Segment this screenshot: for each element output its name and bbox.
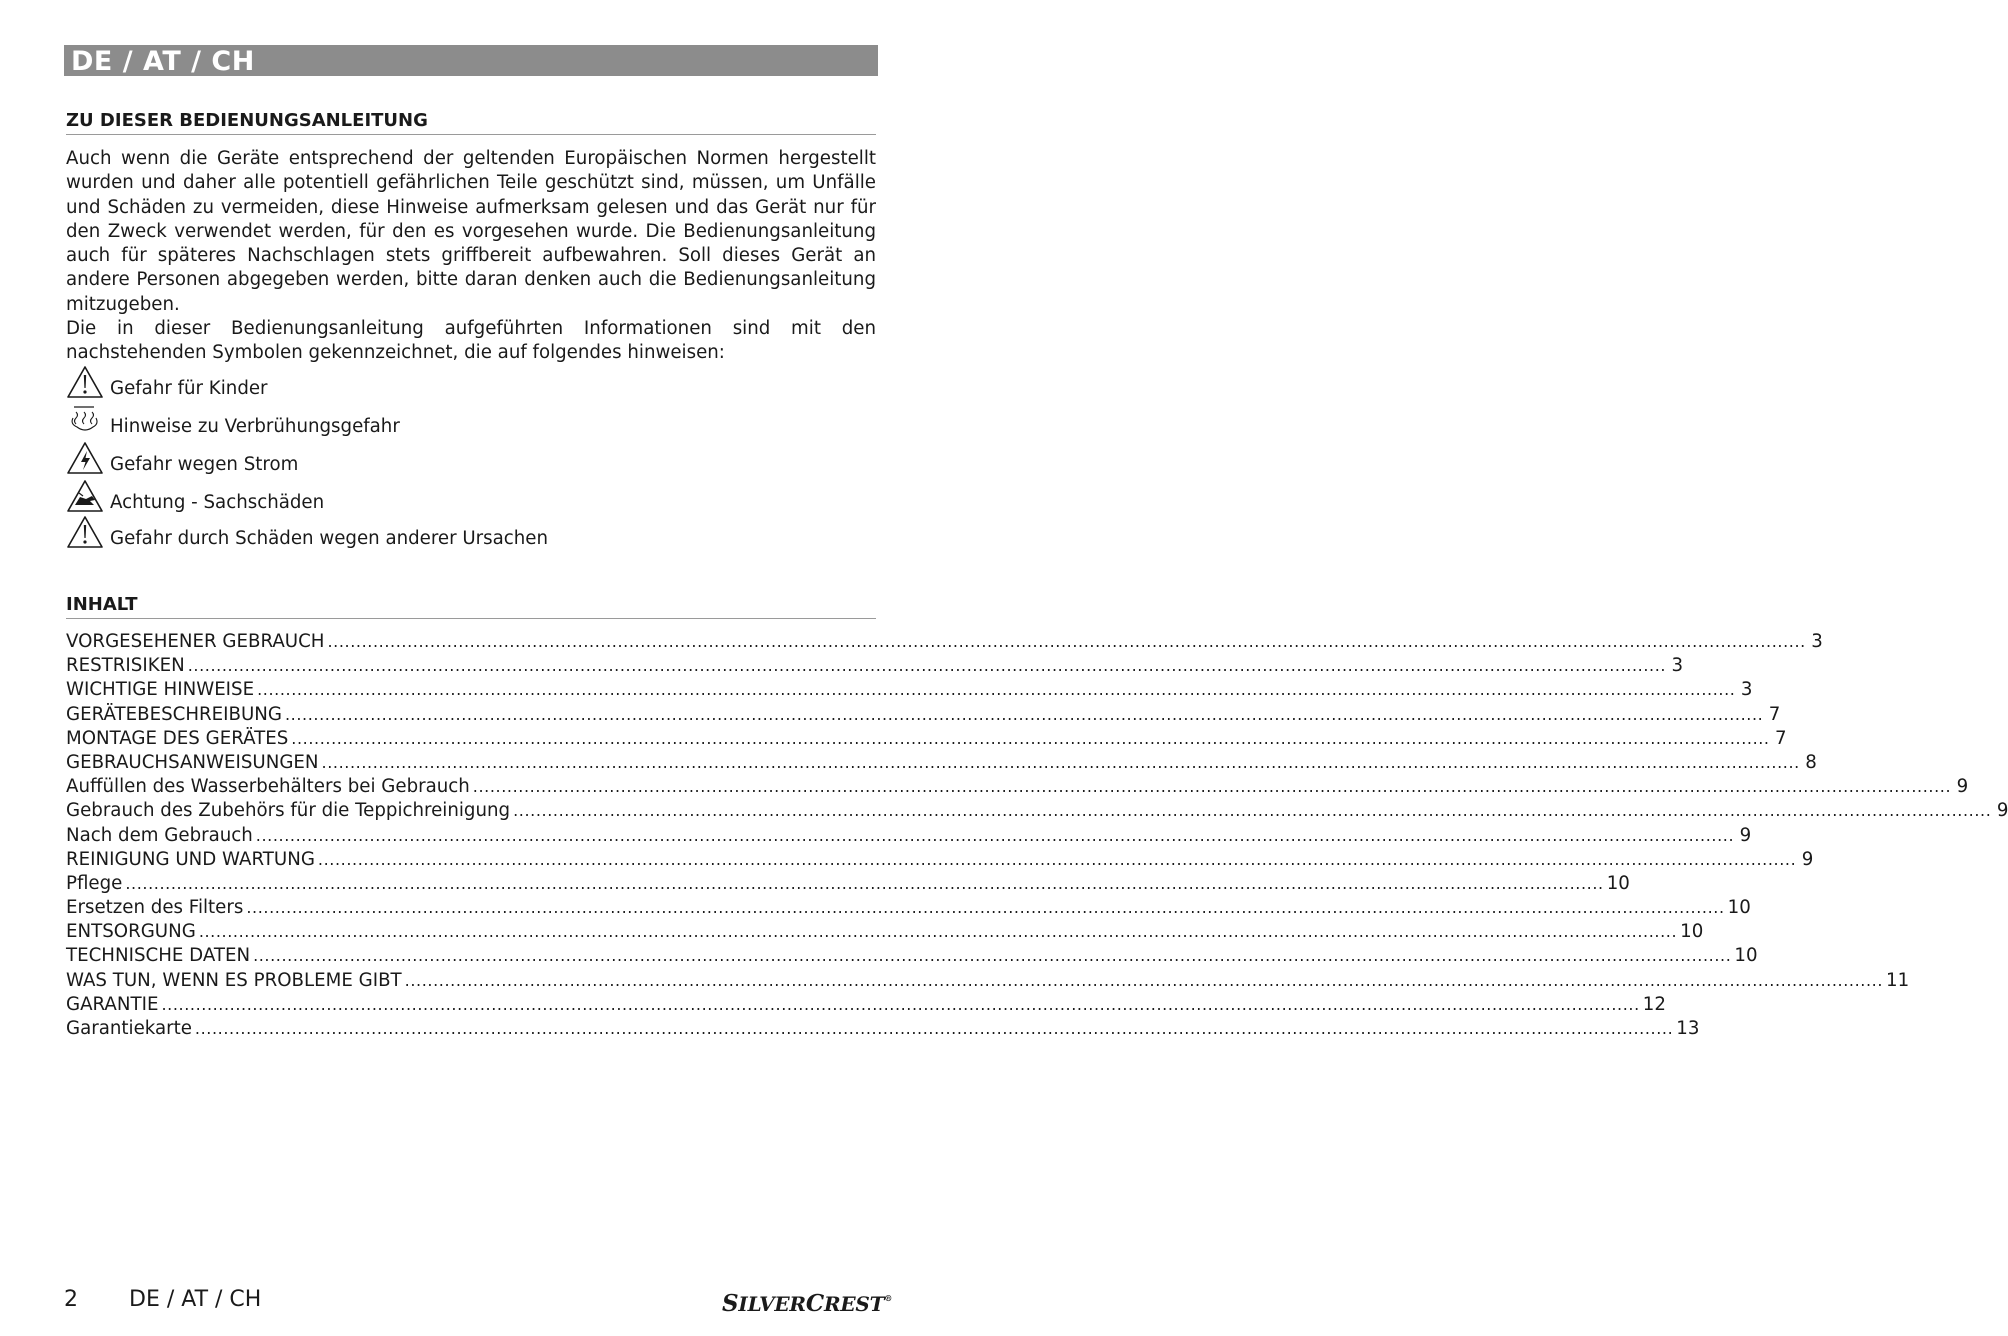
toc-leader-dots: .................................................................................................................................................................................................................................................................... — [317, 849, 1797, 869]
warning-triangle-icon — [66, 514, 104, 550]
about-section-title: ZU DIESER BEDIENUNGSANLEITUNG — [66, 110, 876, 135]
symbol-label: Gefahr für Kinder — [110, 378, 268, 399]
toc-entry — [66, 654, 1684, 678]
toc-entry-title: Auffüllen des Wasserbehälters bei Gebrauch — [66, 776, 470, 798]
toc-entry — [66, 1017, 1700, 1041]
toc-entry-title: WAS TUN, WENN ES PROBLEME GIBT — [66, 969, 402, 991]
toc-entry-page: 10 — [1727, 897, 1751, 919]
toc-leader-dots: .................................................................................................................................................................................................................................................................... — [327, 632, 1806, 651]
steam-icon — [66, 402, 104, 438]
toc-entry — [66, 775, 1969, 799]
toc-entry — [66, 824, 1752, 848]
symbol-label: Gefahr durch Schäden wegen anderer Ursachen — [110, 528, 549, 549]
toc-entry — [66, 727, 1787, 751]
contents-section-title: INHALT — [66, 594, 876, 619]
toc-entry-page: 12 — [1642, 993, 1666, 1015]
toc-leader-dots: .................................................................................................................................................................................................................................................................... — [194, 1019, 1674, 1038]
toc-entry-page: 11 — [1886, 969, 1910, 991]
toc-entry-page: 13 — [1676, 1018, 1700, 1039]
toc-entry-page: 9 — [1801, 848, 1814, 870]
toc-leader-dots: .................................................................................................................................................................................................................................................................... — [513, 801, 1992, 821]
toc-leader-dots: .................................................................................................................................................................................................................................................................... — [404, 970, 1884, 990]
toc-entry — [66, 896, 1751, 920]
toc-entry — [66, 703, 1781, 727]
toc-entry-title: GARANTIE — [66, 993, 159, 1015]
toc-leader-dots: .................................................................................................................................................................................................................................................................... — [291, 728, 1770, 748]
toc-entry-title: GEBRAUCHSANWEISUNGEN — [66, 751, 319, 773]
toc-leader-dots: .................................................................................................................................................................................................................................................................... — [255, 825, 1735, 845]
toc-entry-page: 3 — [1671, 655, 1684, 677]
electric-hazard-icon — [66, 440, 104, 476]
symbol-label: Hinweise zu Verbrühungsgefahr — [110, 416, 400, 437]
toc-entry — [66, 944, 1758, 968]
symbol-row — [66, 364, 876, 402]
toc-entry-page: 7 — [1775, 727, 1787, 749]
footer-region: DE / AT / CH — [129, 1287, 262, 1312]
toc-leader-dots: .................................................................................................................................................................................................................................................................... — [257, 680, 1736, 700]
toc-entry — [66, 678, 1753, 702]
toc-leader-dots: .................................................................................................................................................................................................................................................................... — [187, 656, 1667, 676]
toc-entry-title: RESTRISIKEN — [66, 655, 185, 677]
toc-entry-page: 8 — [1805, 751, 1817, 773]
toc-entry-title: Pflege — [66, 872, 123, 894]
toc-entry-title: REINIGUNG UND WARTUNG — [66, 848, 315, 870]
toc-entry — [66, 848, 1814, 872]
toc-entry-page: 9 — [1956, 776, 1969, 798]
toc-entry — [66, 920, 1704, 944]
toc-entry-title: MONTAGE DES GERÄTES — [66, 727, 289, 749]
warning-triangle-icon — [66, 364, 104, 400]
toc-entry-page: 3 — [1740, 679, 1753, 701]
symbol-row — [66, 514, 876, 552]
toc-entry-page: 3 — [1811, 631, 1823, 652]
toc-entry-page: 10 — [1606, 872, 1630, 894]
toc-leader-dots: .................................................................................................................................................................................................................................................................... — [253, 946, 1732, 966]
toc-entry — [66, 969, 1910, 993]
toc-leader-dots: .................................................................................................................................................................................................................................................................... — [198, 922, 1678, 942]
hand-warning-icon — [66, 478, 104, 514]
toc-leader-dots: .................................................................................................................................................................................................................................................................... — [321, 752, 1800, 772]
toc-leader-dots: .................................................................................................................................................................................................................................................................... — [125, 873, 1604, 893]
symbol-row — [66, 440, 876, 478]
symbol-label: Gefahr wegen Strom — [110, 454, 299, 475]
toc-entry — [66, 799, 2008, 823]
toc-entry-page: 10 — [1734, 945, 1758, 967]
toc-entry-page: 10 — [1680, 921, 1704, 943]
toc-entry — [66, 630, 1823, 654]
toc-entry-title: WICHTIGE HINWEISE — [66, 679, 255, 701]
symbol-label: Achtung - Sachschäden — [110, 492, 325, 513]
region-header-bar: DE / AT / CH — [64, 45, 878, 76]
silvercrest-logo: SILVERCREST® — [722, 1290, 893, 1317]
toc-entry — [66, 993, 1666, 1017]
toc-entry-title: TECHNISCHE DATEN — [66, 945, 251, 967]
toc-entry-title: Ersetzen des Filters — [66, 897, 244, 919]
toc-entry-title: Gebrauch des Zubehörs für die Teppichreinigung — [66, 800, 511, 822]
toc-entry-title: Nach dem Gebrauch — [66, 824, 253, 846]
toc-entry — [66, 751, 1817, 775]
toc-entry-page: 9 — [1739, 824, 1752, 846]
symbol-row — [66, 478, 876, 516]
toc-leader-dots: .................................................................................................................................................................................................................................................................... — [161, 994, 1640, 1014]
toc-entry-page: 7 — [1768, 703, 1781, 725]
about-paragraph-2: Die in dieser Bedienungsanleitung aufgeführten Informationen sind mit den nachstehenden Symbolen gekennzeichnet, die auf folgendes hinweisen: — [66, 318, 876, 364]
toc-entry-title: ENTSORGUNG — [66, 921, 196, 943]
toc-entry-title: GERÄTEBESCHREIBUNG — [66, 703, 282, 725]
about-text — [66, 147, 876, 366]
footer-page-number: 2 — [64, 1287, 78, 1312]
toc-entry — [66, 872, 1630, 896]
toc-entry-title: VORGESEHENER GEBRAUCH — [66, 631, 325, 652]
toc-entry-page: 9 — [1996, 800, 2008, 822]
about-paragraph-1: Auch wenn die Geräte entsprechend der geltenden Europäischen Normen hergestellt wurden und daher alle potentiell gefährlichen Teile geschützt sind, müssen, um Unfälle und Schäden zu vermeiden, diese Hinweise aufmerksam gelesen und das Gerät nur für den Zweck verwendet werden, für den es vorgesehen wurde. Die Bedienungsanleitung auch für späteres Nachschlagen stets griffbereit aufbewahren. Soll dieses Gerät an andere Personen abgegeben werden, bitte daran denken auch die Bedienungsanleitung mitzugeben. — [66, 148, 876, 315]
toc-leader-dots: .................................................................................................................................................................................................................................................................... — [472, 777, 1952, 797]
toc-leader-dots: .................................................................................................................................................................................................................................................................... — [284, 704, 1764, 724]
toc-entry-title: Garantiekarte — [66, 1018, 192, 1039]
table-of-contents — [66, 630, 2008, 1041]
symbol-row — [66, 402, 876, 440]
toc-leader-dots: .................................................................................................................................................................................................................................................................... — [246, 898, 1725, 918]
